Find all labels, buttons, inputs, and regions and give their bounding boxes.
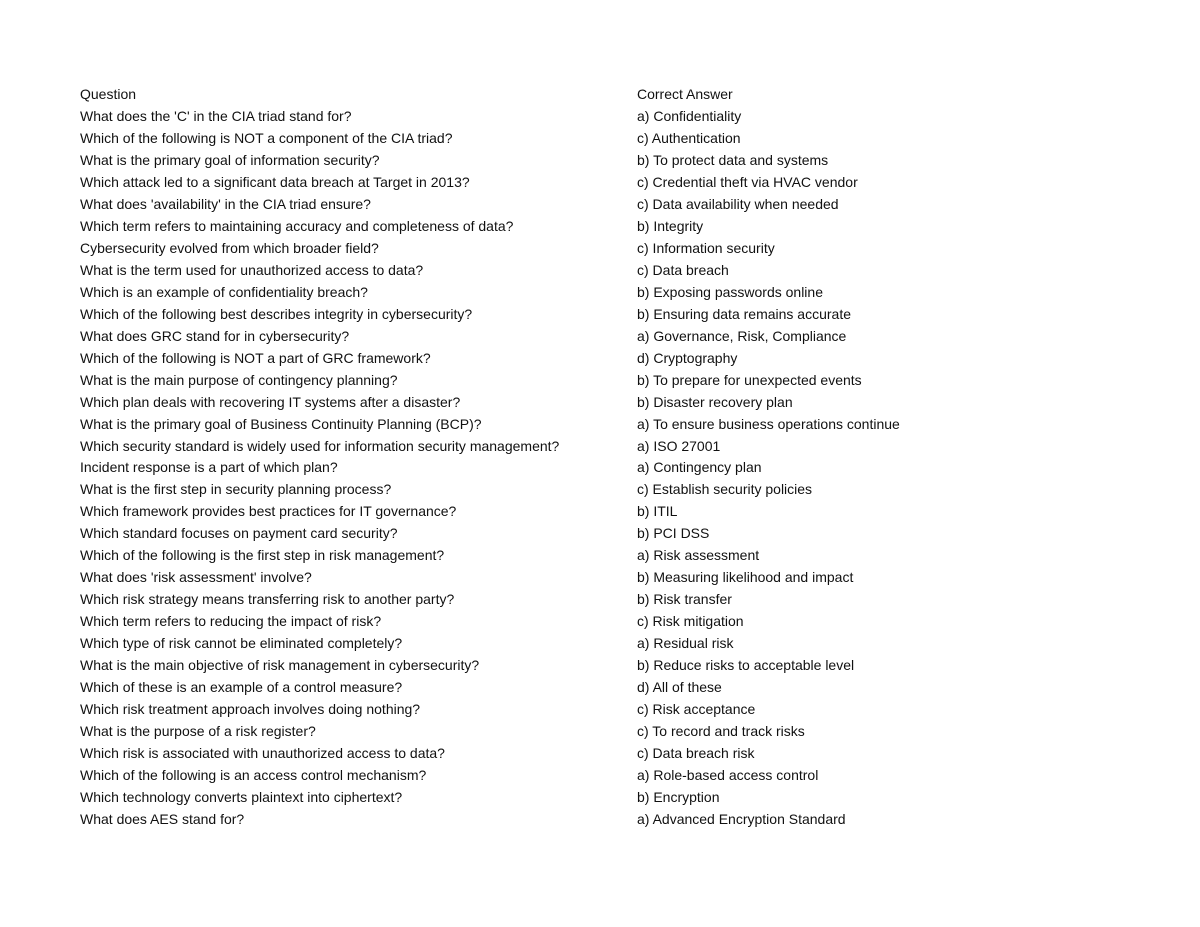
table-row: [80, 633, 1140, 655]
answer-cell: c) Data breach risk: [637, 745, 755, 762]
table-row: [80, 436, 1140, 458]
question-cell: What is the primary goal of information security?: [80, 151, 380, 168]
table-row: [80, 523, 1140, 545]
answer-cell: a) Contingency plan: [637, 459, 762, 476]
table-row: [80, 589, 1140, 611]
answer-cell: a) Governance, Risk, Compliance: [637, 327, 847, 344]
question-cell: Incident response is a part of which plan?: [80, 459, 338, 476]
answer-cell: a) Risk assessment: [637, 547, 760, 564]
answer-cell: b) Ensuring data remains accurate: [637, 305, 851, 322]
table-row: [80, 238, 1140, 260]
table-row: [80, 392, 1140, 414]
answer-cell: b) Risk transfer: [637, 591, 732, 608]
question-column-header: Question: [80, 86, 137, 102]
answer-cell: c) Establish security policies: [637, 481, 813, 498]
question-cell: Which risk is associated with unauthorized access to data?: [80, 745, 445, 762]
answer-cell: a) ISO 27001: [637, 437, 721, 454]
table-row: [80, 457, 1140, 479]
table-row: [80, 216, 1140, 238]
question-cell: Which of the following is NOT a part of GRC framework?: [80, 349, 431, 366]
table-row: [80, 326, 1140, 348]
table-row: [80, 765, 1140, 787]
answer-cell: a) Advanced Encryption Standard: [637, 810, 846, 827]
question-cell: What is the term used for unauthorized access to data?: [80, 261, 424, 278]
question-cell: What is the main objective of risk management in cybersecurity?: [80, 657, 480, 674]
answer-cell: c) Risk mitigation: [637, 613, 744, 630]
answer-cell: b) Integrity: [637, 217, 704, 234]
question-cell: Which term refers to reducing the impact of risk?: [80, 613, 382, 630]
question-cell: What is the main purpose of contingency planning?: [80, 371, 398, 388]
answer-cell: b) ITIL: [637, 503, 678, 520]
answer-cell: b) Measuring likelihood and impact: [637, 569, 854, 586]
answer-cell: b) Disaster recovery plan: [637, 393, 793, 410]
question-cell: Which technology converts plaintext into ciphertext?: [80, 789, 403, 805]
question-cell: What is the purpose of a risk register?: [80, 723, 316, 740]
answer-column-header: Correct Answer: [637, 86, 733, 102]
question-cell: What does the 'C' in the CIA triad stand for?: [80, 107, 352, 124]
answer-cell: b) Exposing passwords online: [637, 283, 823, 300]
table-row: [80, 611, 1140, 633]
answer-cell: d) Cryptography: [637, 349, 738, 366]
answer-cell: a) Confidentiality: [637, 107, 742, 124]
table-row: [80, 787, 1140, 809]
table-body: [80, 106, 1140, 831]
table-row: [80, 677, 1140, 699]
answer-cell: c) Data breach: [637, 261, 729, 278]
question-cell: Which of the following best describes integrity in cybersecurity?: [80, 305, 473, 322]
answer-cell: b) Encryption: [637, 789, 720, 805]
answer-cell: c) Information security: [637, 239, 775, 256]
table-row: [80, 194, 1140, 216]
question-cell: Which of the following is NOT a component of the CIA triad?: [80, 129, 453, 146]
table-row: [80, 655, 1140, 677]
table-row: [80, 282, 1140, 304]
table-row: [80, 721, 1140, 743]
header-row: [80, 84, 1140, 106]
question-cell: Cybersecurity evolved from which broader field?: [80, 239, 379, 256]
answer-cell: a) Role-based access control: [637, 767, 819, 784]
answer-cell: b) To prepare for unexpected events: [637, 371, 862, 388]
question-cell: Which risk treatment approach involves doing nothing?: [80, 701, 421, 718]
table-row: [80, 479, 1140, 501]
table-row: [80, 370, 1140, 392]
question-cell: What does GRC stand for in cybersecurity?: [80, 327, 350, 344]
answer-cell: c) Credential theft via HVAC vendor: [637, 173, 858, 190]
table-row: [80, 501, 1140, 523]
question-cell: What is the primary goal of Business Continuity Planning (BCP)?: [80, 415, 482, 432]
table-row: [80, 260, 1140, 282]
question-cell: What is the first step in security planning process?: [80, 481, 392, 498]
question-cell: Which framework provides best practices for IT governance?: [80, 503, 457, 520]
answer-cell: d) All of these: [637, 679, 722, 696]
question-cell: Which type of risk cannot be eliminated completely?: [80, 635, 403, 652]
table-row: [80, 414, 1140, 436]
question-cell: Which term refers to maintaining accuracy and completeness of data?: [80, 217, 514, 234]
question-cell: What does 'risk assessment' involve?: [80, 569, 312, 586]
question-cell: What does AES stand for?: [80, 810, 245, 827]
answer-cell: c) Data availability when needed: [637, 195, 839, 212]
question-cell: Which security standard is widely used for information security management?: [80, 437, 560, 454]
question-answer-table: [80, 84, 1140, 831]
answer-cell: b) Reduce risks to acceptable level: [637, 657, 855, 674]
answer-cell: b) PCI DSS: [637, 525, 710, 542]
question-cell: Which risk strategy means transferring risk to another party?: [80, 591, 455, 608]
table-row: [80, 106, 1140, 128]
question-cell: What does 'availability' in the CIA triad ensure?: [80, 195, 371, 212]
question-cell: Which of the following is the first step in risk management?: [80, 547, 445, 564]
answer-cell: c) Risk acceptance: [637, 701, 756, 718]
answer-cell: b) To protect data and systems: [637, 151, 829, 168]
answer-cell: a) Residual risk: [637, 635, 734, 652]
table-row: [80, 567, 1140, 589]
question-cell: Which plan deals with recovering IT systems after a disaster?: [80, 393, 461, 410]
table-row: [80, 150, 1140, 172]
table-row: [80, 304, 1140, 326]
question-cell: Which attack led to a significant data breach at Target in 2013?: [80, 173, 470, 190]
question-cell: Which is an example of confidentiality breach?: [80, 283, 368, 300]
question-cell: Which standard focuses on payment card security?: [80, 525, 398, 542]
table-row: [80, 743, 1140, 765]
answer-cell: c) Authentication: [637, 129, 741, 146]
question-cell: Which of the following is an access control mechanism?: [80, 767, 427, 784]
table-row: [80, 172, 1140, 194]
table-row: [80, 128, 1140, 150]
answer-cell: c) To record and track risks: [637, 723, 805, 740]
question-cell: Which of these is an example of a control measure?: [80, 679, 403, 696]
table-row: [80, 348, 1140, 370]
answer-cell: a) To ensure business operations continue: [637, 415, 900, 432]
table-row: [80, 699, 1140, 721]
table-row: [80, 809, 1140, 831]
table-row: [80, 545, 1140, 567]
